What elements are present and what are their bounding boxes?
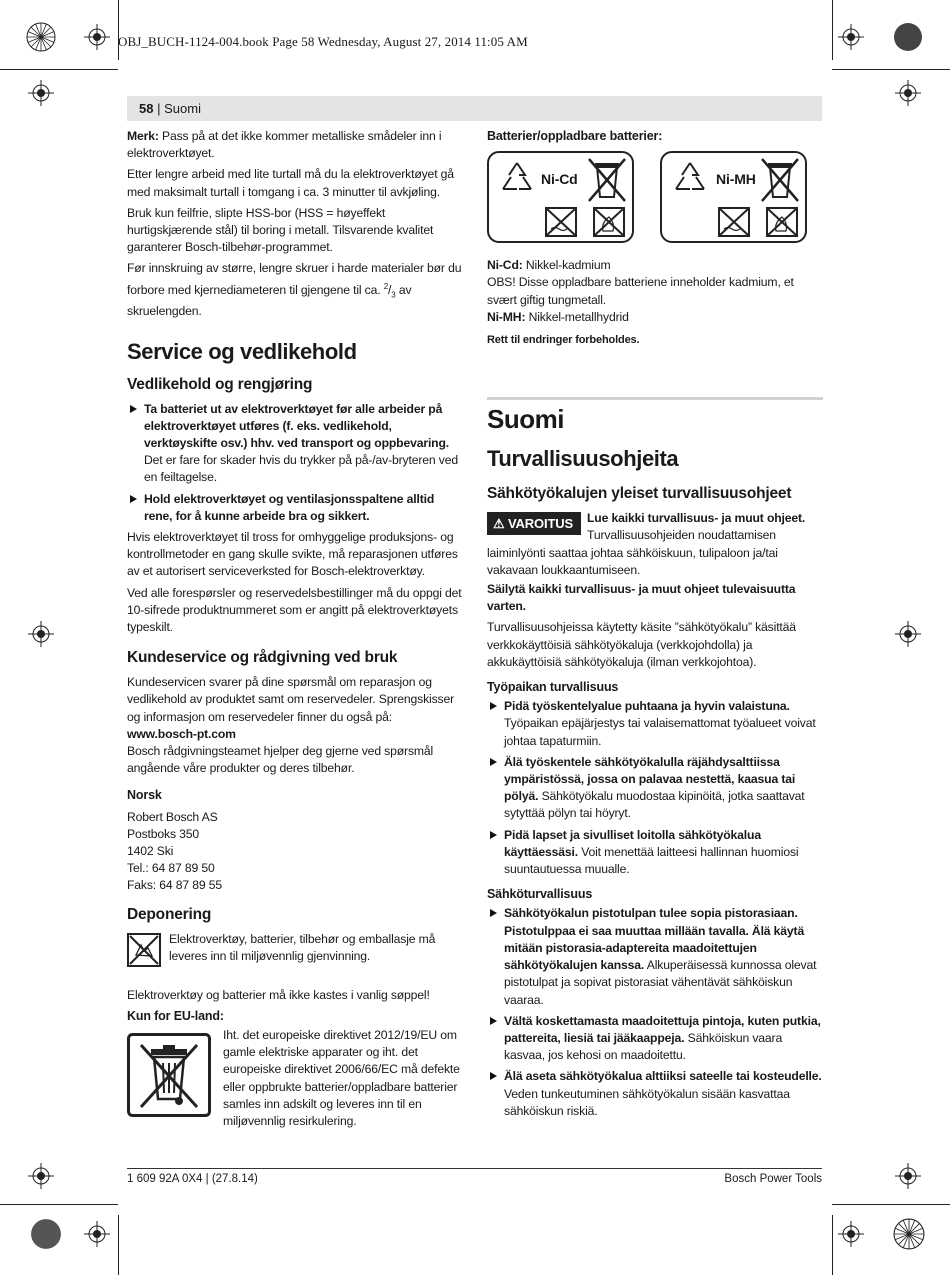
registration-crosshair-icon [28, 80, 54, 106]
crossed-water-icon [545, 207, 577, 237]
recycle-arrows-icon [497, 159, 537, 195]
header-separator: | [157, 101, 161, 116]
text: Før innskruing av større, lengre skruer i harde materialer bør du forbore med kjernediameteren til gjengene til ca. [127, 261, 462, 297]
text: Voit menettää laitteesi hallinnan huomiosi suuntautuessa muualle. [504, 844, 799, 877]
warning-label: VAROITUS [507, 516, 573, 532]
paragraph [487, 257, 823, 274]
paragraph [487, 309, 823, 326]
notice: Rett til endringer forbeholdes. [487, 334, 640, 347]
address-line: Robert Bosch AS [127, 809, 218, 824]
eu-heading: Kun for EU-land: [127, 1008, 224, 1023]
bold-lead: Älä aseta sähkötyökalua alttiiksi sateelle tai kosteudelle. [504, 1069, 822, 1084]
bold-lead: Sähkötyökalun pistotulpan tulee sopia pistorasiaan. Pistotulppaa ei saa muuttaa millään tavalla. Älä käytä mitään pistorasia-adaptereita maadoitettujen sähkötyökalujen kanssa. [504, 906, 805, 973]
crossed-bin-icon [758, 155, 802, 205]
page-number: 58 [139, 101, 154, 116]
bold-lead: Pidä työskentelyalue puhtaana ja hyvin valaistuna. [504, 699, 790, 714]
bold-lead: Ni-Cd: [487, 258, 523, 273]
paragraph: Kundeservicen svarer på dine spørsmål om reparasjon og vedlikehold av produktet samt om reservedeler. Sprengskisser og informasjon om reservedeler finner du også på: [127, 675, 454, 724]
recycling-disposal-icon [127, 933, 161, 967]
paragraph: Elektroverktøy, batterier, tilbehør og emballasje må leveres inn til miljøvennlig gjenvinning. [169, 931, 436, 963]
subsection-heading: Vedlikehold og rengjøring [127, 375, 313, 393]
paragraph: Etter lengre arbeid med lite turtall må du la elektroverktøyet gå med maksimalt turtall i tomgang i ca. 3 minutter til avkjøling. [127, 167, 454, 199]
section-heading: Turvallisuusohjeita [487, 446, 679, 472]
paragraph [127, 128, 463, 162]
address-line: Postboks 350 [127, 826, 200, 841]
disposal-row [127, 931, 463, 967]
section-heading: Service og vedlikehold [127, 338, 357, 364]
page-header-bar [127, 96, 822, 121]
registration-crosshair-icon [895, 621, 921, 647]
bullet-item [127, 401, 463, 487]
bold-lead: Älä työskentele sähkötyökalulla räjähdysalttiissa ympäristössä, jossa on palavaa nestettä, kaasua tai pölyä. [504, 754, 796, 804]
bold-lead: Pidä lapset ja sivulliset loitolla sähkötyökalua käyttäessäsi. [504, 827, 761, 859]
right-column [487, 128, 823, 1124]
bold-lead: Vältä koskettamasta maadoitettuja pintoja, kuten putkia, pattereita, liesiä tai jääkaappeja. [504, 1013, 821, 1045]
bold-lead: Ta batteriet ut av elektroverktøyet før alle arbeider på elektroverktøyet utføres (f. eks. vedlikehold, verktøyskifte osv.) hhv. ved transport og oppbevaring. [144, 401, 450, 450]
text: Sähköiskun vaara kasvaa, jos kehosi on maadoitettu. [504, 1030, 783, 1063]
registration-sunburst-icon [26, 22, 56, 52]
paragraph [487, 581, 823, 615]
bullet-item [127, 491, 463, 525]
crossed-fire-icon [593, 207, 625, 237]
registration-crosshair-icon [84, 24, 110, 50]
weee-crossed-bin-icon [127, 1033, 211, 1117]
paragraph: Turvallisuusohjeissa käytetty käsite ”sähkötyökalu” käsittää verkkokäyttöisiä sähkötyökaluja (verkkojohdolla) ja akkukäyttöisiä sähkötyökaluja (ilman verkkojohtoa). [487, 620, 796, 669]
eu-row [127, 1027, 463, 1130]
warning-badge [487, 512, 581, 535]
crossed-water-icon [718, 207, 750, 237]
print-slug: OBJ_BUCH-1124-004.book Page 58 Wednesday, August 27, 2014 11:05 AM [118, 34, 528, 49]
fraction-slash: / [388, 282, 392, 297]
address-block [127, 809, 463, 895]
battery-icons-row [487, 151, 823, 243]
subsection-heading: Kundeservice og rådgivning ved bruk [127, 649, 398, 667]
text: Turvallisuusohjeiden noudattamisen laiminlyönti saattaa johtaa sähköiskuun, tulipaloon ja/tai vakavaan loukkaantumiseen. [487, 528, 778, 577]
bullet-item [487, 1068, 823, 1120]
text: Sähkötyökalu muodostaa kipinöitä, jotka saattavat sytyttää pölyn tai höyryt. [504, 789, 805, 821]
bold-lead: Lue kaikki turvallisuus- ja muut ohjeet. [587, 511, 806, 526]
left-column [127, 128, 463, 1130]
paragraph: Hvis elektroverktøyet til tross for omhyggelige produksjons- og kontrollmetoder en gang skulle svikte, må reparasjonen utføres av et autorisert serviceverksted for Bosch-elektroverktøy. [127, 529, 458, 579]
fraction-denominator: 3 [391, 290, 396, 300]
text: Veden tunkeutuminen sähkötyökalun sisään kasvattaa sähköiskun riskiä. [504, 1086, 790, 1118]
address-line: Faks: 64 87 89 55 [127, 878, 223, 893]
recycle-arrows-icon [670, 159, 710, 195]
fraction-numerator: 2 [383, 281, 389, 291]
bold-lead: Ni-MH: [487, 309, 526, 324]
crossed-bin-icon [585, 155, 629, 205]
text: Nikkel-metallhydrid [525, 309, 629, 324]
nicd-recycling-box [487, 151, 634, 243]
bullet-item [487, 754, 823, 823]
bold-lead: Säilytä kaikki turvallisuus- ja muut ohjeet tulevaisuutta varten. [487, 582, 796, 614]
warning-paragraph [487, 510, 823, 579]
paragraph: Elektroverktøy og batterier må ikke kastes i vanlig søppel! [127, 987, 430, 1002]
paragraph: Bruk kun feilfrie, slipte HSS-bor (HSS = høyeffekt hurtigskjærende stål) til boring i metall. Tilsvarende kvalitet garanterer Bosch-tilbehør-programmet. [127, 205, 434, 255]
registration-sunburst-icon [893, 1218, 925, 1250]
language-title: Suomi [487, 404, 564, 435]
paragraph: Ved alle forespørsler og reservedelsbestillinger må du oppgi det 10-sifrede produktnummeret som er angitt på elektroverktøyets typeskilt. [127, 585, 462, 634]
nimh-label: Ni-MH [716, 171, 756, 188]
footer-left: 1 609 92A 0X4 | (27.8.14) [127, 1173, 258, 1185]
header-section: Suomi [164, 101, 201, 116]
registration-solid-circle-icon [30, 1218, 62, 1250]
subheading: Sähköturvallisuus [487, 887, 593, 902]
paragraph [127, 260, 463, 320]
text: Alkuperäisessä kunnossa olevat pistotulpat ja sopivat pistorasiat vähentävät sähköiskun vaaraa. [504, 958, 817, 1007]
warning-triangle-icon: ⚠ [493, 516, 505, 532]
address-line: 1402 Ski [127, 844, 174, 858]
text: Pass på at det ikke kommer metalliske smådeler inn i elektroverktøyet. [127, 129, 442, 161]
subsection-heading: Sähkötyökalujen yleiset turvallisuusohjeet [487, 485, 792, 503]
website-link[interactable]: www.bosch-pt.com [127, 726, 236, 741]
crossed-fire-icon [766, 207, 798, 237]
registration-crosshair-icon [895, 1163, 921, 1189]
registration-crosshair-icon [28, 1163, 54, 1189]
bullet-item [487, 698, 823, 750]
paragraph: OBS! Disse oppladbare batteriene inneholder kadmium, et svært giftig tungmetall. [487, 275, 794, 307]
text: av skruelengden. [127, 282, 412, 319]
nicd-label: Ni-Cd [541, 171, 578, 188]
text: Työpaikan epäjärjestys tai valaisemattomat työalueet voivat johtaa tapaturmiin. [504, 716, 816, 748]
bullet-item [487, 827, 823, 879]
footer-right: Bosch Power Tools [724, 1173, 822, 1185]
nimh-recycling-box [660, 151, 807, 243]
subsection-heading: Deponering [127, 905, 212, 923]
registration-solid-circle-icon [893, 22, 923, 52]
bold-lead: Hold elektroverktøyet og ventilasjonsspaltene alltid rene, for å kunne arbeide bra og sikkert. [144, 491, 435, 523]
bold-lead: Merk: [127, 129, 159, 143]
registration-crosshair-icon [838, 24, 864, 50]
country-heading: Norsk [127, 788, 162, 803]
footer-rule [127, 1168, 822, 1169]
paragraph [127, 726, 463, 743]
text: Nikkel-kadmium [522, 258, 611, 273]
registration-crosshair-icon [84, 1221, 110, 1247]
registration-crosshair-icon [838, 1221, 864, 1247]
battery-heading: Batterier/oppladbare batterier: [487, 129, 663, 143]
registration-crosshair-icon [28, 621, 54, 647]
bullet-item [487, 905, 823, 1008]
subheading: Työpaikan turvallisuus [487, 680, 619, 695]
paragraph: Bosch rådgivningsteamet hjelper deg gjerne ved spørsmål angående våre produkter og deres tilbehør. [127, 743, 434, 776]
registration-crosshair-icon [895, 80, 921, 106]
section-rule [487, 397, 823, 400]
paragraph: Iht. det europeiske direktivet 2012/19/EU om gamle elektriske apparater og iht. det europeiske direktivet 2006/66/EC må defekte eller oppbrukte batterier/oppladbare batterier samles inn adskilt og leveres inn til en miljøvennlig resirkulering. [223, 1028, 460, 1129]
address-line: Tel.: 64 87 89 50 [127, 861, 215, 876]
bullet-item [487, 1013, 823, 1065]
text: Det er fare for skader hvis du trykker på på-/av-bryteren ved en feiltagelse. [144, 453, 458, 485]
